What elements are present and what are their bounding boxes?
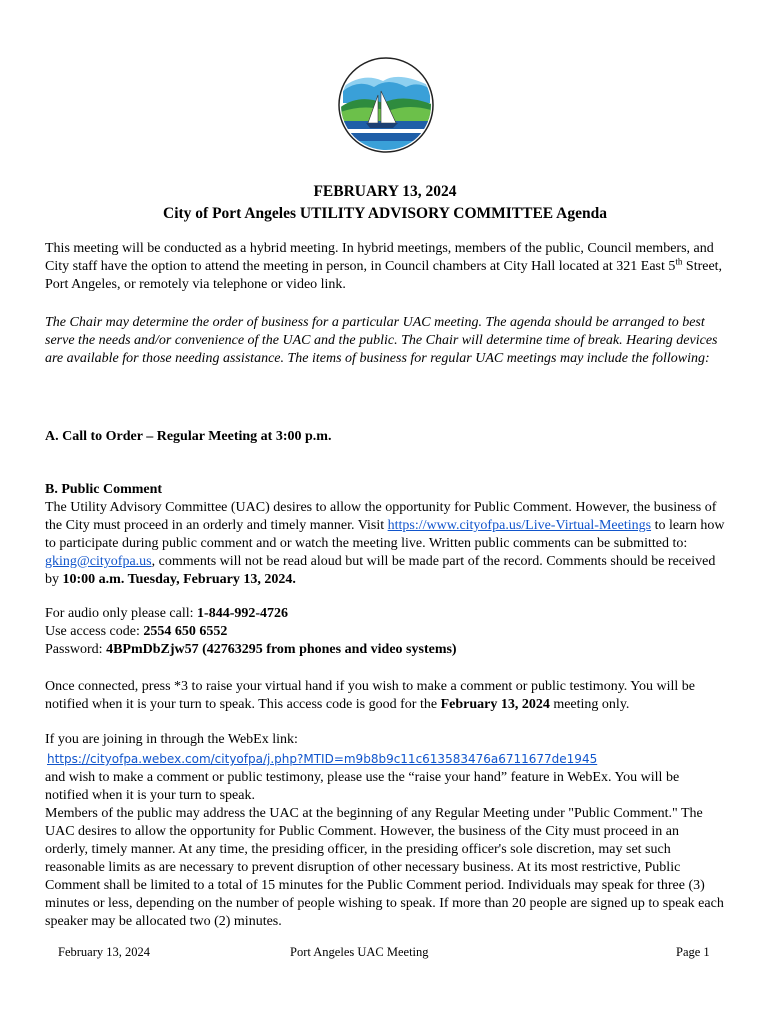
connect-paragraph bbox=[45, 678, 725, 714]
code-label: Use access code: bbox=[45, 624, 144, 639]
date-title: FEBRUARY 13, 2024 bbox=[313, 183, 457, 200]
webex-intro: If you are joining in through the WebEx link: bbox=[45, 732, 298, 747]
webex-link[interactable]: https://cityofpa.webex.com/cityofpa/j.php?MTID=m9b8b9c11c613583476a6711677de1945 bbox=[47, 752, 598, 766]
call-number: 1-844-992-4726 bbox=[197, 606, 289, 621]
deadline: 10:00 a.m. Tuesday, February 13, 2024. bbox=[62, 572, 296, 587]
pc-text-2: to learn how to participate during public comment and or watch the meeting live. Written public comments can be submitted to: bbox=[45, 518, 725, 551]
webex-link-line bbox=[47, 750, 727, 769]
chair-paragraph: The Chair may determine the order of business for a particular UAC meeting. The agenda should be arranged to best serve the needs and/or convenience of the UAC and the public. The Chair will determine time of break. Hearing devices are available for those needing assistance. The items of business for regular UAC meetings may include the following: bbox=[45, 315, 718, 366]
audio-info bbox=[45, 605, 725, 659]
access-code-line bbox=[45, 623, 725, 641]
pw-label: Password: bbox=[45, 642, 107, 657]
public-comment-paragraph bbox=[45, 499, 725, 589]
audio-call-line bbox=[45, 605, 725, 623]
connect-date: February 13, 2024 bbox=[440, 697, 550, 712]
call-label: For audio only please call: bbox=[45, 606, 198, 621]
section-a-heading: A. Call to Order – Regular Meeting at 3:00 p.m. bbox=[45, 429, 332, 444]
intro-paragraph bbox=[45, 240, 725, 294]
footer-meeting: Port Angeles UAC Meeting bbox=[290, 945, 429, 959]
footer-date: February 13, 2024 bbox=[58, 945, 150, 959]
connect-text: Once connected, press *3 to raise your virtual hand if you wish to make a comment or public testimony. You will be notified when it is your turn to speak. This access code is good for the bbox=[45, 679, 695, 712]
raise-hand-paragraph: and wish to make a comment or public testimony, please use the “raise your hand” feature in WebEx. You will be notified when it is your turn to speak. bbox=[45, 770, 680, 803]
password-line bbox=[45, 641, 725, 659]
connect-text-end: meeting only. bbox=[549, 697, 630, 712]
live-virtual-meetings-link[interactable]: https://www.cityofpa.us/Live-Virtual-Meetings bbox=[387, 518, 652, 533]
email-link[interactable]: gking@cityofpa.us bbox=[45, 554, 152, 569]
members-paragraph: Members of the public may address the UAC at the beginning of any Regular Meeting under "Public Comment." The UAC desires to allow the opportunity for Public Comment. However, the business of the City must proceed in an orderly, timely manner. At any time, the presiding officer, in the presiding officer's sole discretion, may set such reasonable limits as are necessary to prevent disruption of other necessary business. At its most restrictive, Public Comment shall be limited to a total of 15 minutes for the Public Comment period. Individuals may speak for three (3) minutes or less, depending on the number of people wishing to speak. If more than 20 people are signed up to speak each speaker may be allocated two (2) minutes. bbox=[45, 806, 724, 929]
pw-value: 4BPmDbZjw57 (42763295 from phones and video systems) bbox=[106, 642, 457, 657]
superscript: th bbox=[675, 256, 683, 267]
section-b-heading: B. Public Comment bbox=[45, 482, 163, 497]
code-value: 2554 650 6552 bbox=[143, 624, 228, 639]
agenda-title: City of Port Angeles UTILITY ADVISORY COMMITTEE Agenda bbox=[163, 205, 607, 222]
footer-page: Page 1 bbox=[676, 945, 710, 959]
intro-text-end: Street, Port Angeles, or remotely via telephone or video link. bbox=[45, 259, 723, 292]
pc-text-3: , comments will not be read aloud but will be made part of the record. Comments should be received by bbox=[45, 554, 716, 587]
city-logo bbox=[338, 57, 434, 153]
pc-text-1: The Utility Advisory Committee (UAC) desires to allow the opportunity for Public Comment. However, the business of the City must proceed in an orderly and timely manner. Visit bbox=[45, 500, 717, 533]
intro-text: This meeting will be conducted as a hybrid meeting. In hybrid meetings, members of the public, Council members, and City staff have the option to attend the meeting in person, in Council chambers at City Hall located at 321 East 5 bbox=[45, 241, 714, 274]
